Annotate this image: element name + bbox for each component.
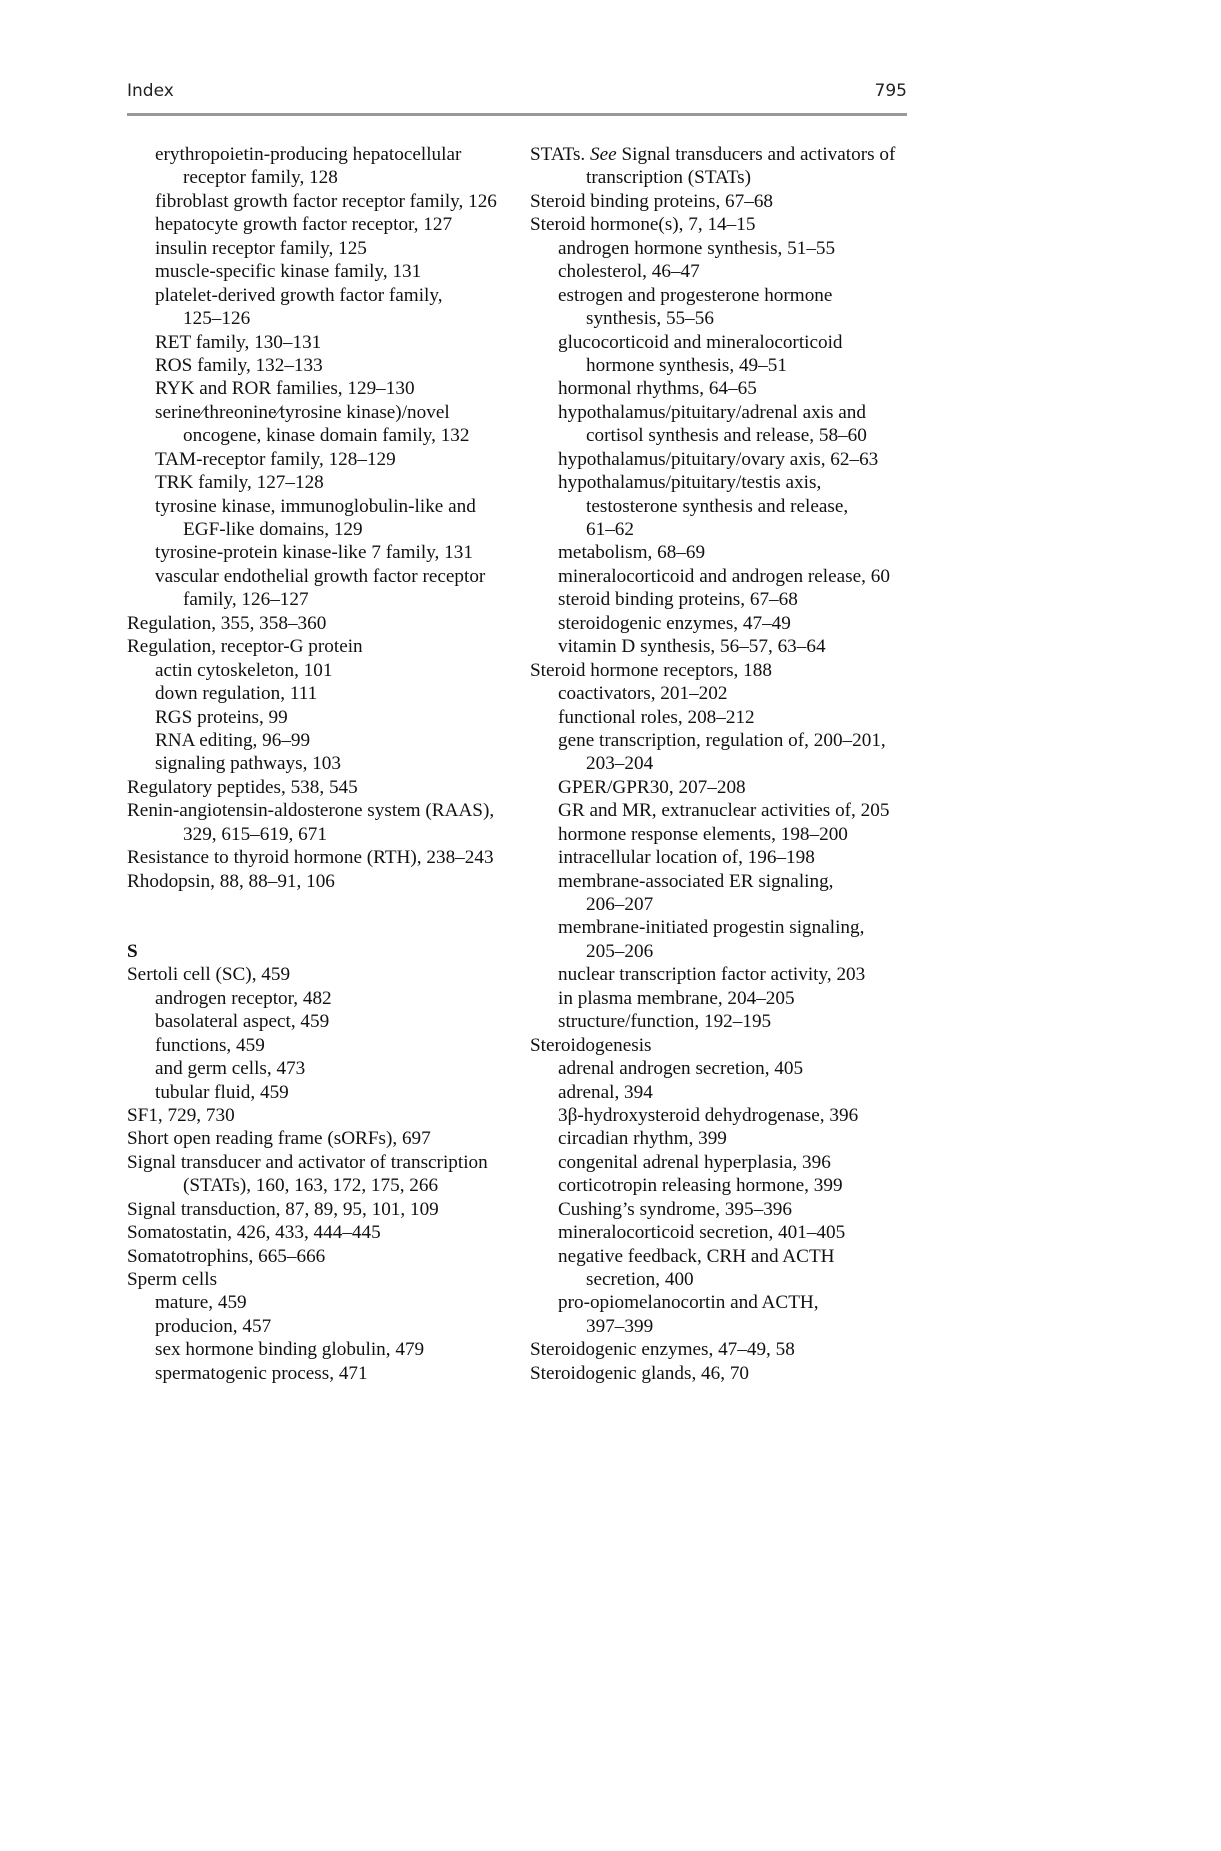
index-entry-main: Steroid hormone receptors, 188 <box>530 659 772 681</box>
index-entry-main: Regulation, 355, 358–360 <box>127 612 327 634</box>
index-entry-sub: vitamin D synthesis, 56–57, 63–64 <box>558 636 826 658</box>
see-reference-label: See <box>590 144 617 165</box>
index-entry-main: Short open reading frame (sORFs), 697 <box>127 1128 431 1150</box>
index-entry-sub: hypothalamus/pituitary/testis axis, <box>558 472 822 494</box>
index-entry-continuation: 125–126 <box>183 308 251 330</box>
index-entry-sub: ROS family, 132–133 <box>155 354 323 376</box>
index-entry-main: Steroidogenic glands, 46, 70 <box>530 1362 750 1384</box>
index-column-left <box>127 143 517 1385</box>
index-entry-main: Steroidogenic enzymes, 47–49, 58 <box>530 1339 795 1361</box>
index-entry-sub: mineralocorticoid and androgen release, 60 <box>558 565 890 587</box>
index-entry-sub: TRK family, 127–128 <box>155 472 324 494</box>
index-entry-main: Regulation, receptor-G protein <box>127 636 363 658</box>
index-entry-sub: serine⁄threonine⁄tyrosine kinase)/novel <box>155 401 450 423</box>
index-entry-continuation: transcription (STATs) <box>586 167 751 189</box>
index-entry-sub: corticotropin releasing hormone, 399 <box>558 1175 843 1197</box>
index-entry-sub: membrane-initiated progestin signaling, <box>558 917 865 939</box>
index-entry-sub: hepatocyte growth factor receptor, 127 <box>155 214 453 236</box>
index-entry-sub: in plasma membrane, 204–205 <box>558 987 795 1009</box>
entry-term: STATs. <box>530 144 591 165</box>
index-entry-main: SF1, 729, 730 <box>127 1104 235 1126</box>
index-entry-sub: hormonal rhythms, 64–65 <box>558 378 757 400</box>
index-entry-sub: signaling pathways, 103 <box>155 753 341 775</box>
index-entry-sub: 3β-hydroxysteroid dehydrogenase, 396 <box>558 1104 859 1126</box>
index-entry-sub: tubular fluid, 459 <box>155 1081 289 1103</box>
index-entry-sub: muscle-specific kinase family, 131 <box>155 261 422 283</box>
index-entry-sub: RGS proteins, 99 <box>155 706 288 728</box>
index-entry-sub: GPER/GPR30, 207–208 <box>558 776 746 798</box>
index-entry-sub: fibroblast growth factor receptor family, 126 <box>155 190 497 212</box>
index-entry-sub: nuclear transcription factor activity, 203 <box>558 964 866 986</box>
entry-target: Signal transducers and activators of <box>616 144 896 165</box>
index-entry-sub: congenital adrenal hyperplasia, 396 <box>558 1151 831 1173</box>
index-entry-continuation: (STATs), 160, 163, 172, 175, 266 <box>183 1175 439 1197</box>
index-column-right <box>530 143 920 1385</box>
index-entry-continuation: 205–206 <box>586 940 654 962</box>
index-entry-main: Steroidogenesis <box>530 1034 652 1056</box>
index-entry-sub: erythropoietin-producing hepatocellular <box>155 144 462 165</box>
index-entry-sub: glucocorticoid and mineralocorticoid <box>558 331 843 353</box>
index-entry-sub: functional roles, 208–212 <box>558 706 755 728</box>
index-entry-sub: RYK and ROR families, 129–130 <box>155 378 415 400</box>
running-header-section: Index <box>127 81 174 101</box>
index-entry-sub: Cushing’s syndrome, 395–396 <box>558 1198 792 1220</box>
index-entry-sub: and germ cells, 473 <box>155 1058 306 1080</box>
index-entry-sub: platelet-derived growth factor family, <box>155 284 443 306</box>
blank-line <box>127 916 517 939</box>
index-entry-sub: actin cytoskeleton, 101 <box>155 659 333 681</box>
index-entry-sub: coactivators, 201–202 <box>558 683 728 705</box>
index-entry-sub: mineralocorticoid secretion, 401–405 <box>558 1222 846 1244</box>
index-entry-sub: androgen receptor, 482 <box>155 987 332 1009</box>
index-entry-main: Signal transduction, 87, 89, 95, 101, 109 <box>127 1198 439 1220</box>
index-entry-sub: pro-opiomelanocortin and ACTH, <box>558 1292 819 1314</box>
index-entry-sub: down regulation, 111 <box>155 683 318 705</box>
index-entry-sub: hypothalamus/pituitary/adrenal axis and <box>558 401 866 423</box>
index-entry-sub: metabolism, 68–69 <box>558 542 706 564</box>
index-entry-main: Rhodopsin, 88, 88–91, 106 <box>127 870 335 892</box>
index-entry-sub: tyrosine kinase, immunoglobulin-like and <box>155 495 476 517</box>
index-entry-sub: spermatogenic process, 471 <box>155 1362 368 1384</box>
index-entry-sub: GR and MR, extranuclear activities of, 205 <box>558 800 890 822</box>
index-entry-main: Sertoli cell (SC), 459 <box>127 964 291 986</box>
index-entry-sub: hypothalamus/pituitary/ovary axis, 62–63 <box>558 448 879 470</box>
index-entry-sub: steroid binding proteins, 67–68 <box>558 589 798 611</box>
index-entry-sub: insulin receptor family, 125 <box>155 237 367 259</box>
index-entry-continuation: receptor family, 128 <box>183 167 338 189</box>
index-entry-sub: RNA editing, 96–99 <box>155 729 311 751</box>
index-entry-continuation: hormone synthesis, 49–51 <box>586 354 787 376</box>
index-entry-continuation: 206–207 <box>586 894 654 915</box>
section-letter: S <box>127 940 138 962</box>
index-entry-sub: negative feedback, CRH and ACTH <box>558 1245 835 1267</box>
index-entry-continuation: cortisol synthesis and release, 58–60 <box>586 425 867 447</box>
index-entry-main: Regulatory peptides, 538, 545 <box>127 776 358 798</box>
index-entry-sub: intracellular location of, 196–198 <box>558 847 815 869</box>
index-entry-sub: structure/function, 192–195 <box>558 1011 772 1033</box>
page-number: 795 <box>874 81 907 101</box>
index-entry-main: Signal transducer and activator of transcription <box>127 1151 488 1173</box>
index-entry-sub: estrogen and progesterone hormone <box>558 284 833 306</box>
index-entry-continuation: 397–399 <box>586 1315 654 1337</box>
index-entry-continuation: synthesis, 55–56 <box>586 308 714 330</box>
index-entry-sub: TAM-receptor family, 128–129 <box>155 448 396 470</box>
index-entry-continuation: 203–204 <box>586 753 654 775</box>
index-entry-sub: circadian rhythm, 399 <box>558 1128 727 1150</box>
index-entry-continuation: 329, 615–619, 671 <box>183 823 327 845</box>
index-entry-sub: basolateral aspect, 459 <box>155 1011 330 1033</box>
index-entry-main: Resistance to thyroid hormone (RTH), 238–243 <box>127 847 494 869</box>
index-entry-main: Somatostatin, 426, 433, 444–445 <box>127 1222 381 1244</box>
index-entry-cross-reference <box>530 143 920 166</box>
index-entry-sub: adrenal, 394 <box>558 1081 653 1103</box>
index-entry-continuation: secretion, 400 <box>586 1269 694 1290</box>
index-entry-sub: gene transcription, regulation of, 200–201, <box>558 729 886 751</box>
index-entry-continuation: testosterone synthesis and release, <box>586 495 849 517</box>
header-rule <box>127 113 907 116</box>
index-entry-continuation: oncogene, kinase domain family, 132 <box>183 425 470 447</box>
blank-line <box>127 893 517 916</box>
index-entry-sub: androgen hormone synthesis, 51–55 <box>558 237 836 259</box>
index-entry-continuation: family, 126–127 <box>183 589 309 611</box>
index-entry-sub: adrenal androgen secretion, 405 <box>558 1058 804 1080</box>
index-entry-sub: steroidogenic enzymes, 47–49 <box>558 612 791 634</box>
index-entry-sub: producion, 457 <box>155 1315 272 1337</box>
index-entry-main: Somatotrophins, 665–666 <box>127 1245 326 1267</box>
index-entry-sub: RET family, 130–131 <box>155 331 322 353</box>
index-entry-sub: functions, 459 <box>155 1034 265 1056</box>
index-entry-continuation: EGF-like domains, 129 <box>183 519 363 540</box>
index-entry-sub: hormone response elements, 198–200 <box>558 823 848 845</box>
index-entry-continuation: 61–62 <box>586 519 634 540</box>
index-entry-sub: mature, 459 <box>155 1292 247 1314</box>
index-entry-main: Steroid binding proteins, 67–68 <box>530 190 774 212</box>
index-entry-main: Renin-angiotensin-aldosterone system (RAAS), <box>127 800 495 822</box>
index-entry-sub: vascular endothelial growth factor receptor <box>155 565 486 587</box>
index-entry-sub: sex hormone binding globulin, 479 <box>155 1339 425 1361</box>
index-entry-main: Sperm cells <box>127 1269 218 1290</box>
index-entry-sub: cholesterol, 46–47 <box>558 261 700 283</box>
index-entry-sub: tyrosine-protein kinase-like 7 family, 131 <box>155 542 473 564</box>
index-entry-main: Steroid hormone(s), 7, 14–15 <box>530 214 756 236</box>
index-entry-sub: membrane-associated ER signaling, <box>558 870 834 892</box>
